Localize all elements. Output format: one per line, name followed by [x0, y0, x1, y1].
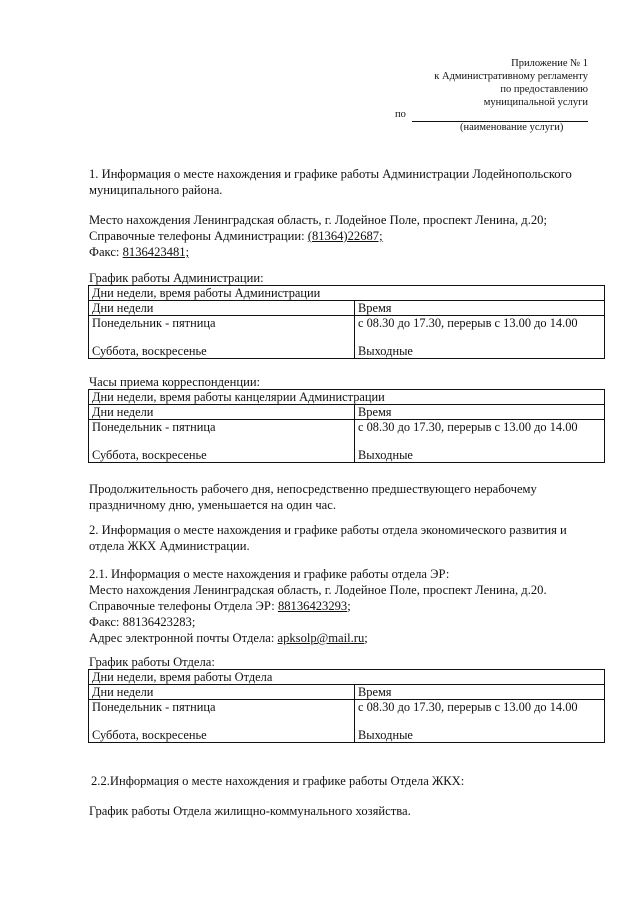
correspondence-head-time: Время — [355, 405, 605, 420]
dept-schedule-weekdays-time: с 08.30 до 17.30, перерыв с 13.00 до 14.00 — [358, 700, 578, 714]
admin-schedule-weekend: Суббота, воскресенье — [92, 344, 207, 358]
correspondence-days-cell — [89, 420, 355, 463]
dept-schedule-days-cell — [89, 700, 355, 743]
dept-schedule-title: Дни недели, время работы Отдела — [89, 670, 605, 685]
section1-title-line1: 1. Информация о месте нахождения и графике работы Администрации Лодейнопольского — [89, 167, 572, 181]
dept-schedule-caption: График работы Отдела: — [89, 655, 215, 669]
admin-phones-label: Справочные телефоны Администрации: — [89, 229, 308, 243]
appendix-provision: по предоставлению — [500, 84, 588, 95]
correspondence-weekdays: Понедельник - пятница — [92, 420, 216, 434]
workday-note-line1: Продолжительность рабочего дня, непосредственно предшествующего нерабочему — [89, 482, 537, 496]
er-phones-tail: ; — [347, 599, 351, 613]
correspondence-weekdays-time: с 08.30 до 17.30, перерыв с 13.00 до 14.00 — [358, 420, 578, 434]
admin-schedule-weekdays-time: с 08.30 до 17.30, перерыв с 13.00 до 14.00 — [358, 316, 578, 330]
section1-title-line2: муниципального района. — [89, 183, 223, 197]
er-email — [89, 630, 368, 646]
er-phones-label: Справочные телефоны Отдела ЭР: — [89, 599, 278, 613]
admin-schedule-weekdays: Понедельник - пятница — [92, 316, 216, 330]
section2-title-line1: 2. Информация о месте нахождения и графике работы отдела экономического развития и — [89, 523, 567, 537]
service-name-caption: (наименование услуги) — [460, 122, 564, 133]
admin-schedule-days-cell — [89, 316, 355, 359]
admin-fax — [89, 244, 189, 260]
er-email-tail: ; — [364, 631, 368, 645]
admin-address: Место нахождения Ленинградская область, г. Лодейное Поле, проспект Ленина, д.20; — [89, 213, 547, 227]
er-email-label: Адрес электронной почты Отдела: — [89, 631, 278, 645]
admin-schedule-title: Дни недели, время работы Администрации — [89, 286, 605, 301]
appendix-regulation: к Административному регламенту — [434, 71, 588, 82]
er-address: Место нахождения Ленинградская область, г. Лодейное Поле, проспект Ленина, д.20. — [89, 583, 547, 597]
er-phones-value: 88136423293 — [277, 599, 348, 613]
er-phones — [89, 598, 351, 614]
dept-schedule-weekend: Суббота, воскресенье — [92, 728, 207, 742]
dept-schedule-table — [88, 669, 605, 743]
correspondence-weekend: Суббота, воскресенье — [92, 448, 207, 462]
dept-schedule-head-days: Дни недели — [89, 685, 355, 700]
service-po-label: по — [395, 109, 406, 120]
dept-schedule-head-time: Время — [355, 685, 605, 700]
correspondence-caption: Часы приема корреспонденции: — [89, 375, 261, 389]
appendix-service: муниципальной услуги — [483, 97, 588, 108]
zhkh-schedule-caption: График работы Отдела жилищно-коммунального хозяйства. — [89, 804, 411, 818]
admin-schedule-head-days: Дни недели — [89, 301, 355, 316]
correspondence-table — [88, 389, 605, 463]
correspondence-weekend-time: Выходные — [358, 448, 413, 462]
admin-schedule-table — [88, 285, 605, 359]
workday-note-line2: праздничному дню, уменьшается на один час. — [89, 498, 337, 512]
admin-fax-value: 8136423481; — [122, 245, 190, 259]
appendix-number: Приложение № 1 — [511, 58, 588, 69]
dept-schedule-weekdays: Понедельник - пятница — [92, 700, 216, 714]
admin-phones-value: (81364)22687; — [307, 229, 383, 243]
section21-title: 2.1. Информация о месте нахождения и графике работы отдела ЭР: — [89, 567, 450, 581]
admin-schedule-head-time: Время — [355, 301, 605, 316]
admin-schedule-caption: График работы Администрации: — [89, 271, 264, 285]
section2-title-line2: отдела ЖКХ Администрации. — [89, 539, 250, 553]
admin-fax-label: Факс: — [89, 245, 123, 259]
correspondence-title: Дни недели, время работы канцелярии Администрации — [89, 390, 605, 405]
admin-phones — [89, 228, 383, 244]
er-fax: Факс: 88136423283; — [89, 615, 196, 629]
correspondence-time-cell — [355, 420, 605, 463]
correspondence-head-days: Дни недели — [89, 405, 355, 420]
admin-schedule-time-cell — [355, 316, 605, 359]
dept-schedule-weekend-time: Выходные — [358, 728, 413, 742]
section22-title: 2.2.Информация о месте нахождения и графике работы Отдела ЖКХ: — [91, 774, 465, 788]
dept-schedule-time-cell — [355, 700, 605, 743]
admin-schedule-weekend-time: Выходные — [358, 344, 413, 358]
er-email-link[interactable]: apksolp@mail.ru — [277, 631, 365, 645]
